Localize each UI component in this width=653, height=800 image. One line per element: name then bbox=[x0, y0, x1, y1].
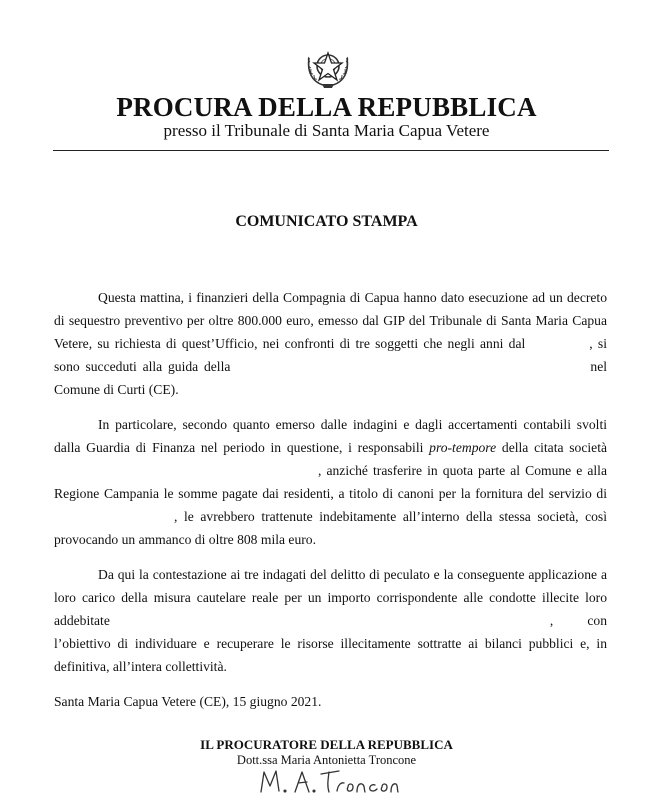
paragraph-2-text-b: della citata società bbox=[501, 440, 608, 455]
paragraph-2 bbox=[54, 413, 607, 551]
paragraph-1 bbox=[54, 286, 607, 401]
paragraph-2-italic: pro-tempore bbox=[429, 440, 497, 455]
paragraph-1-text-a: Questa mattina, i finanzieri della Compagnia di Capua hanno dato esecuzione ad un decreto di sequestro preventivo per oltre 800.000 euro, emesso dal GIP del Tribunale di Santa Maria Capua Vetere, su richiesta di quest’Ufficio, nei confronti di tre soggetti che negli anni dal bbox=[54, 290, 607, 351]
handwritten-signature bbox=[255, 764, 400, 798]
office-subtitle: presso il Tribunale di Santa Maria Capua Vetere bbox=[163, 121, 490, 140]
paragraph-3-text-b: , con l’obiettivo di individuare e recuperare le risorse illecitamente sottratte ai bilanci pubblici e, in definitiva, all’intera collettività. bbox=[54, 613, 607, 674]
italian-republic-emblem-icon bbox=[306, 40, 350, 90]
redacted-company-name bbox=[230, 355, 590, 378]
paragraph-2-text-d: , le avrebbero trattenute indebitamente all’interno della stessa società, così provocando un ammanco di oltre 808 mila euro. bbox=[54, 509, 607, 547]
office-title: PROCURA DELLA REPUBBLICA bbox=[116, 92, 537, 122]
signatory-role: IL PROCURATORE DELLA REPUBBLICA bbox=[200, 737, 453, 752]
place-date: Santa Maria Capua Vetere (CE), 15 giugno 2021. bbox=[54, 694, 322, 709]
document-body bbox=[54, 286, 607, 713]
document-heading: COMUNICATO STAMPA bbox=[235, 213, 418, 230]
redacted-detail bbox=[110, 609, 550, 632]
redacted-company-cont bbox=[138, 459, 318, 482]
paragraph-1-text-b: , si sono succeduti alla guida della bbox=[54, 336, 607, 374]
signatory-name: Dott.ssa Maria Antonietta Troncone bbox=[236, 753, 417, 767]
paragraph-3-text-a: Da qui la contestazione ai tre indagati del delitto di peculato e la conseguente applicazione a loro carico della misura cautelare reale per un importo corrispondente alle condotte illecite loro addebitate bbox=[54, 567, 607, 628]
paragraph-2-text-c: , anziché trasferire in quota parte al Comune e alla Regione Campania le somme pagate dai residenti, a titolo di canoni per la fornitura del servizio di bbox=[54, 463, 607, 501]
redacted-service bbox=[54, 505, 174, 528]
redacted-company bbox=[54, 459, 138, 482]
header-divider bbox=[53, 150, 609, 151]
redacted-years bbox=[525, 332, 589, 355]
paragraph-1-text-c: nel Comune di Curti (CE). bbox=[54, 359, 607, 397]
paragraph-2-text-a: In particolare, secondo quanto emerso dalle indagini e dagli accertamenti contabili svolti dalla Guardia di Finanza nel periodo in questione, i responsabili bbox=[54, 417, 607, 455]
paragraph-3 bbox=[54, 563, 607, 678]
